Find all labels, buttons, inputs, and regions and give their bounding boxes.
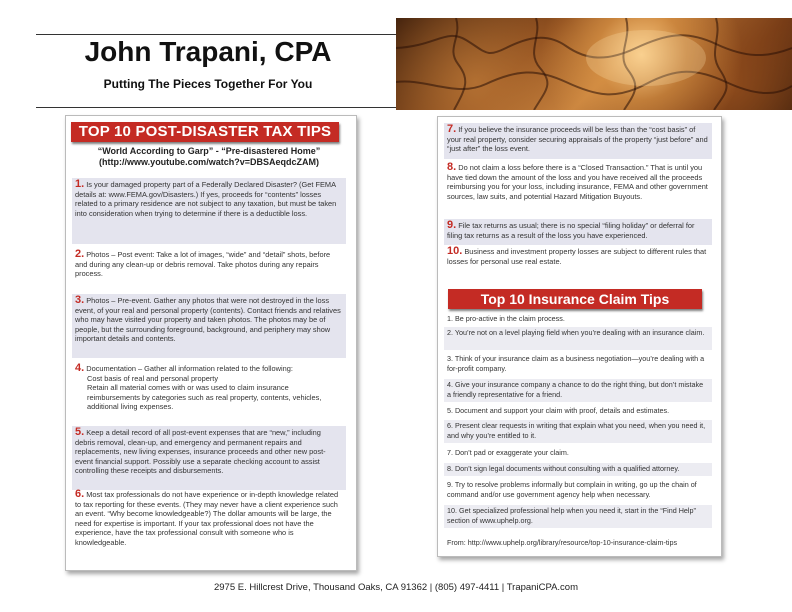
tip-text: Do not claim a loss before there is a “Closed Transaction.” That is until you have tied down the amount of the loss and you have received all the proceeds reimbursing you for your loss, including insurance, FEMA and other government sources, law suits, and potential Hazard Mitigation Buyouts. (447, 163, 708, 201)
claim-tip-7: 7. Don’t pad or exaggerate your claim. (447, 448, 569, 457)
tip-number: 7. (447, 123, 457, 135)
tax-tip-1 (72, 178, 346, 244)
page-title: John Trapani, CPA (84, 36, 332, 67)
tip-number: 2. (75, 248, 85, 260)
left-card-link[interactable]: (http://www.youtube.com/watch?v=DBSAeqdcZAM) (99, 157, 319, 167)
tax-tip-8 (444, 161, 712, 217)
tax-tip-3 (72, 294, 346, 358)
claim-tip-4: 4. Give your insurance company a chance to do the right thing, but don’t mistake a friendly representative for a friend. (444, 379, 712, 402)
tip-number: 5. (75, 426, 85, 438)
tip-text: Most tax professionals do not have experience or in-depth knowledge related to tax reporting for these events. (They may never have a client experience such an event. “Why become knowledgeable?) The dollar amounts will be large, the need for expertise is important. If your tax professional does not have the experience, have the tax professional consult with someone who is knowledgeable. (75, 490, 339, 547)
claim-tips-title: Top 10 Insurance Claim Tips (448, 289, 702, 309)
tip-number: 3. (75, 294, 85, 306)
source-link[interactable]: From: http://www.uphelp.org/library/resource/top-10-insurance-claim-tips (447, 538, 678, 547)
tip-text: Photos – Post event: Take a lot of images, “wide” and “detail” shots, before and during any clean-up or debris removal. Take photos during any repairs process. (75, 250, 331, 279)
tips-continued-card (437, 116, 722, 557)
tip-text: Business and investment property losses are subject to different rules that losses for personal use real estate. (447, 247, 707, 266)
tip-text: Is your damaged property part of a Federally Declared Disaster? (Get FEMA details at: www.FEMA.gov/Disasters.) If yes, proceeds for “contents” losses related to a primary residence are not subject to any taxation, but must be taken into consideration when trying to determine if there is a deductible loss. (75, 180, 337, 218)
tip-number: 8. (447, 161, 457, 173)
tax-tip-7 (444, 123, 712, 159)
tip-text: Photos – Pre-event. Gather any photos that were not destroyed in the loss event, of your real and personal property (contents). Contact friends and relatives who may have visited your property and taken photos. The photos may be of people, but the surrounding foreground, background, and periphery may show important details and contents. (75, 296, 341, 344)
top-rule (36, 34, 396, 35)
tax-tip-2 (72, 248, 346, 292)
tip-number: 1. (75, 178, 85, 190)
tax-tip-4 (72, 362, 346, 422)
claim-tip-6: 6. Present clear requests in writing that explain what you need, when you need it, and why you’re entitled to it. (444, 420, 712, 443)
claim-tip-3: 3. Think of your insurance claim as a business negotiation—you’re dealing with a for-profit company. (447, 354, 705, 373)
left-card-subtitle: “World According to Garp” - “Pre-disastered Home” (97, 146, 321, 156)
tip-subline: Cost basis of real and personal property (87, 373, 219, 383)
bottom-rule (36, 107, 396, 108)
claim-tip-10: 10. Get specialized professional help when you need it, start in the “Find Help” section of www.uphelp.org. (444, 505, 712, 528)
puzzle-image (396, 18, 792, 110)
left-card-title: TOP 10 POST-DISASTER TAX TIPS (71, 122, 339, 142)
post-disaster-tips-card (65, 115, 357, 571)
tip-text: Documentation – Gather all information related to the following: (86, 364, 293, 373)
tip-number: 10. (447, 245, 463, 257)
tip-text: Keep a detail record of all post-event expenses that are “new,” including debris removal, clean-up, and emergency and permanent repairs and replacements, new living expenses, insurance proceeds and other new post-event financial support. Possibly use a separate checking account to assist controlling these receipts and disbursements. (75, 428, 326, 476)
tip-number: 6. (75, 488, 85, 500)
footer-contact: 2975 E. Hillcrest Drive, Thousand Oaks, CA 91362 | (805) 497-4411 | TrapaniCPA.com (213, 582, 578, 593)
tip-subline: Retain all material comes with or was used to claim insurance reimbursements by categories such as real property, contents, vehicles, additional living expenses. (87, 383, 322, 412)
tip-text: If you believe the insurance proceeds will be less than the “cost basis” of your real property, consider securing appraisals of the property “just before” and “just after” the loss event. (447, 125, 708, 154)
tax-tip-5 (72, 426, 346, 490)
tip-number: 9. (447, 219, 457, 231)
tax-tip-9 (444, 219, 712, 245)
tax-tip-6 (72, 488, 346, 554)
claim-tip-2: 2. You’re not on a level playing field when you’re dealing with an insurance claim. (444, 327, 712, 350)
tip-text: File tax returns as usual; there is no special “filing holiday” or deferral for filing tax returns as a result of the loss you have experienced. (447, 221, 695, 240)
tax-tip-10 (444, 245, 712, 273)
claim-tip-9: 9. Try to resolve problems informally but complain in writing, go up the chain of command and/or use government agency help when necessary. (447, 480, 697, 499)
tip-number: 4. (75, 362, 85, 374)
claim-tip-1: 1. Be pro-active in the claim process. (447, 314, 565, 323)
tagline: Putting The Pieces Together For You (103, 77, 313, 91)
claim-tip-5: 5. Document and support your claim with proof, details and estimates. (447, 406, 670, 415)
claim-tip-8: 8. Don’t sign legal documents without consulting with a qualified attorney. (444, 463, 712, 476)
